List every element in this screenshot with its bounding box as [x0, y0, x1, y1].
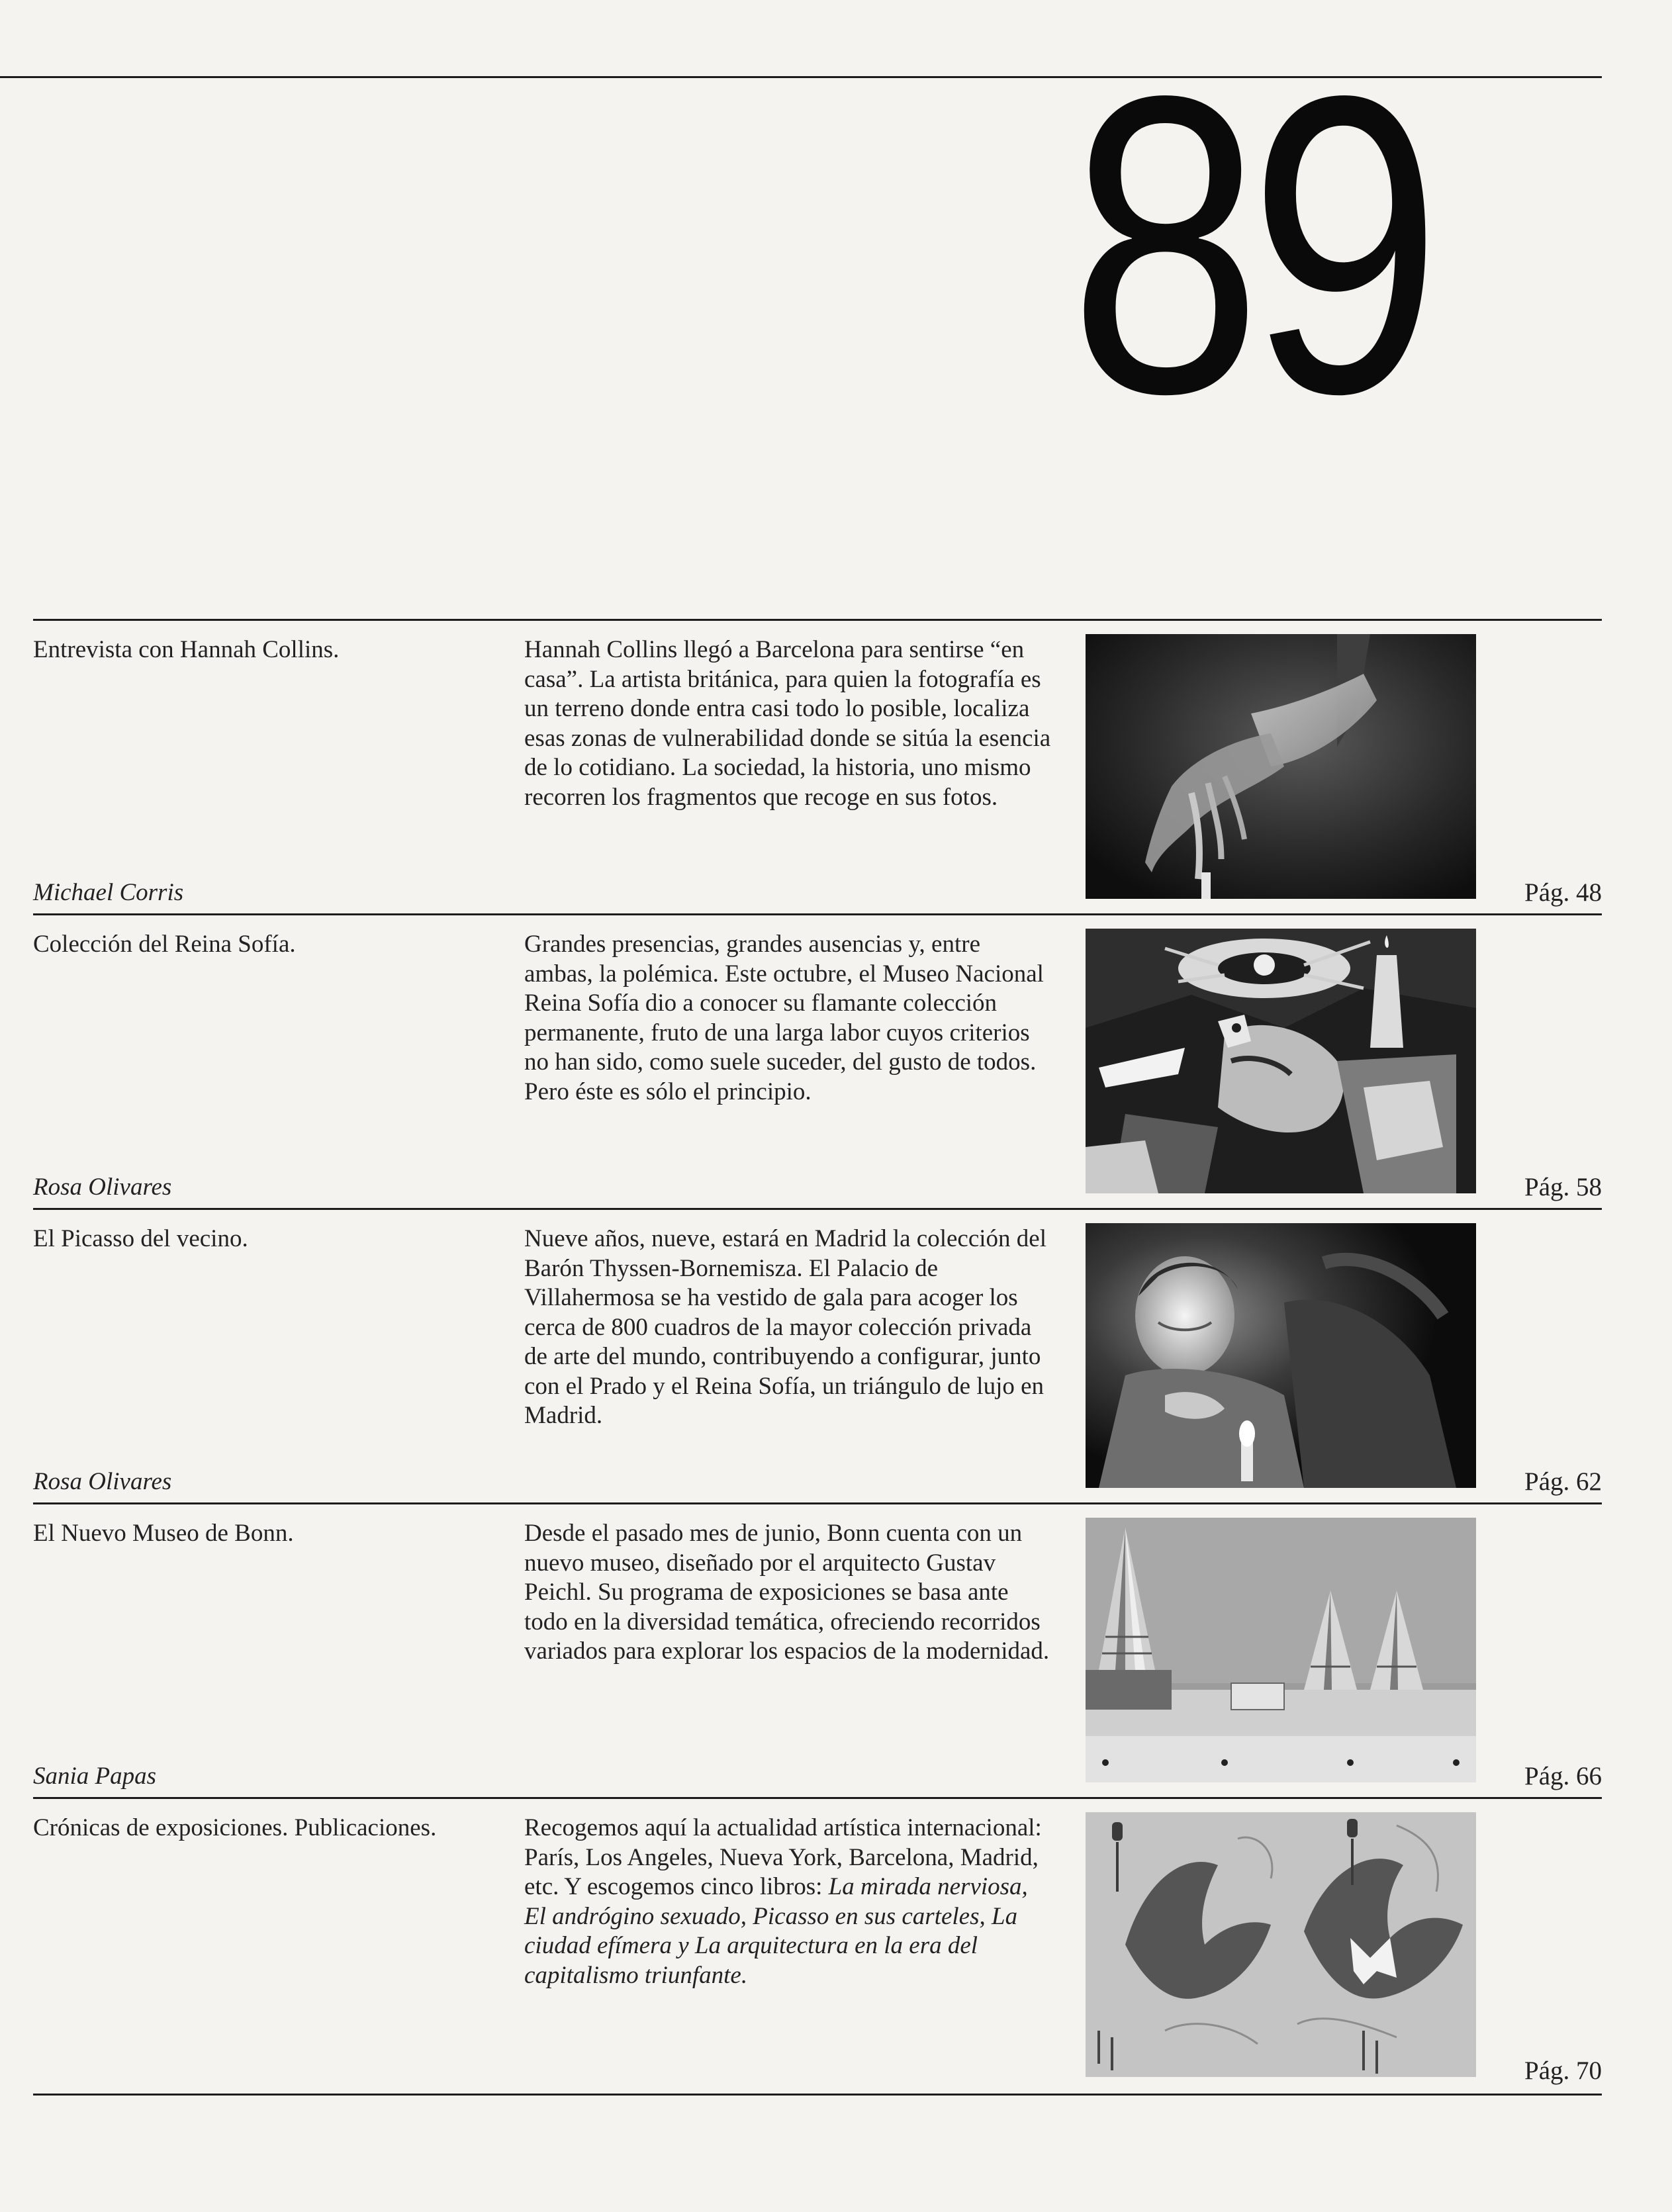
- entry-author: Sania Papas: [33, 1763, 157, 1790]
- entry-photo-museum[interactable]: [1086, 1518, 1476, 1782]
- entry-photo-poster[interactable]: [1086, 1812, 1476, 2077]
- entry-page-number[interactable]: Pág. 66: [1524, 1762, 1602, 1790]
- poster-figures-image: [1086, 1812, 1476, 2077]
- entry-author: Rosa Olivares: [33, 1174, 172, 1201]
- entry-description: Nueve años, nueve, estará en Madrid la colección del Barón Thyssen-Bornemisza. El Palacio de Villahermosa se ha vestido de gala para acoger los cerca de 800 cuadros de la mayor colección privada de arte del mundo, contribuyendo a configurar, junto con el Prado y el Reina Sofía, un triángulo de lujo en Madrid.: [524, 1225, 1046, 1429]
- candlelit-painting-image: [1086, 1223, 1476, 1488]
- entry-author: Michael Corris: [33, 879, 184, 906]
- entry-page-number[interactable]: Pág. 70: [1524, 2056, 1602, 2085]
- contents-entry[interactable]: [33, 1208, 1602, 1504]
- museum-cones-image: [1086, 1518, 1476, 1782]
- entry-description-books: La mirada nerviosa, El andrógino sexuado, Picasso en sus carteles, La ciudad efímera y La arquitectura en la era del capitalismo triunfante.: [524, 1873, 1028, 1989]
- entry-page-number[interactable]: Pág. 62: [1524, 1467, 1602, 1496]
- entry-title[interactable]: El Nuevo Museo de Bonn.: [33, 1520, 294, 1547]
- issue-number: 89: [1069, 8, 1428, 481]
- contents-entry[interactable]: [33, 1797, 1602, 2096]
- entry-title[interactable]: El Picasso del vecino.: [33, 1225, 248, 1252]
- entry-description: Grandes presencias, grandes ausencias y, entre ambas, la polémica. Este octubre, el Museo Nacional Reina Sofía dio a conocer su flamante colección permanente, fruto de una larga labor cuyos criterios no han sido, como suele suceder, del gusto de todos. Pero éste es sólo el principio.: [524, 931, 1044, 1105]
- entry-photo-hand[interactable]: [1086, 634, 1476, 899]
- entry-page-number[interactable]: Pág. 48: [1524, 878, 1602, 907]
- guernica-detail-image: [1086, 929, 1476, 1193]
- entry-description-text: Recogemos aquí la actualidad artística internacional: París, Los Angeles, Nueva York, Barcelona, Madrid, etc. Y escogemos cinco libros:: [524, 1814, 1042, 1900]
- entry-title[interactable]: Colección del Reina Sofía.: [33, 931, 296, 958]
- contents-entry[interactable]: [33, 619, 1602, 915]
- hand-photo-image: [1086, 634, 1476, 899]
- entry-title[interactable]: Entrevista con Hannah Collins.: [33, 636, 340, 663]
- entry-description: [524, 1814, 1054, 1990]
- contents-entry[interactable]: [33, 913, 1602, 1210]
- entry-author: Rosa Olivares: [33, 1468, 172, 1495]
- entry-photo-painting[interactable]: [1086, 1223, 1476, 1488]
- entry-description: Hannah Collins llegó a Barcelona para sentirse “en casa”. La artista británica, para quien la fotografía es un terreno donde entra casi todo lo posible, localiza esas zonas de vulnerabilidad donde se sitúa la esencia de lo cotidiano. La sociedad, la historia, uno mismo recorren los fragmentos que recoge en sus fotos.: [524, 636, 1051, 811]
- entry-title[interactable]: Crónicas de exposiciones. Publicaciones.: [33, 1814, 437, 1841]
- entry-description: Desde el pasado mes de junio, Bonn cuenta con un nuevo museo, diseñado por el arquitecto Gustav Peichl. Su programa de exposiciones se basa ante todo en la diversidad temática, ofreciendo recorridos variados para explorar los espacios de la modernidad.: [524, 1520, 1050, 1665]
- entry-page-number[interactable]: Pág. 58: [1524, 1173, 1602, 1201]
- entry-photo-guernica[interactable]: [1086, 929, 1476, 1193]
- contents-entry[interactable]: [33, 1502, 1602, 1799]
